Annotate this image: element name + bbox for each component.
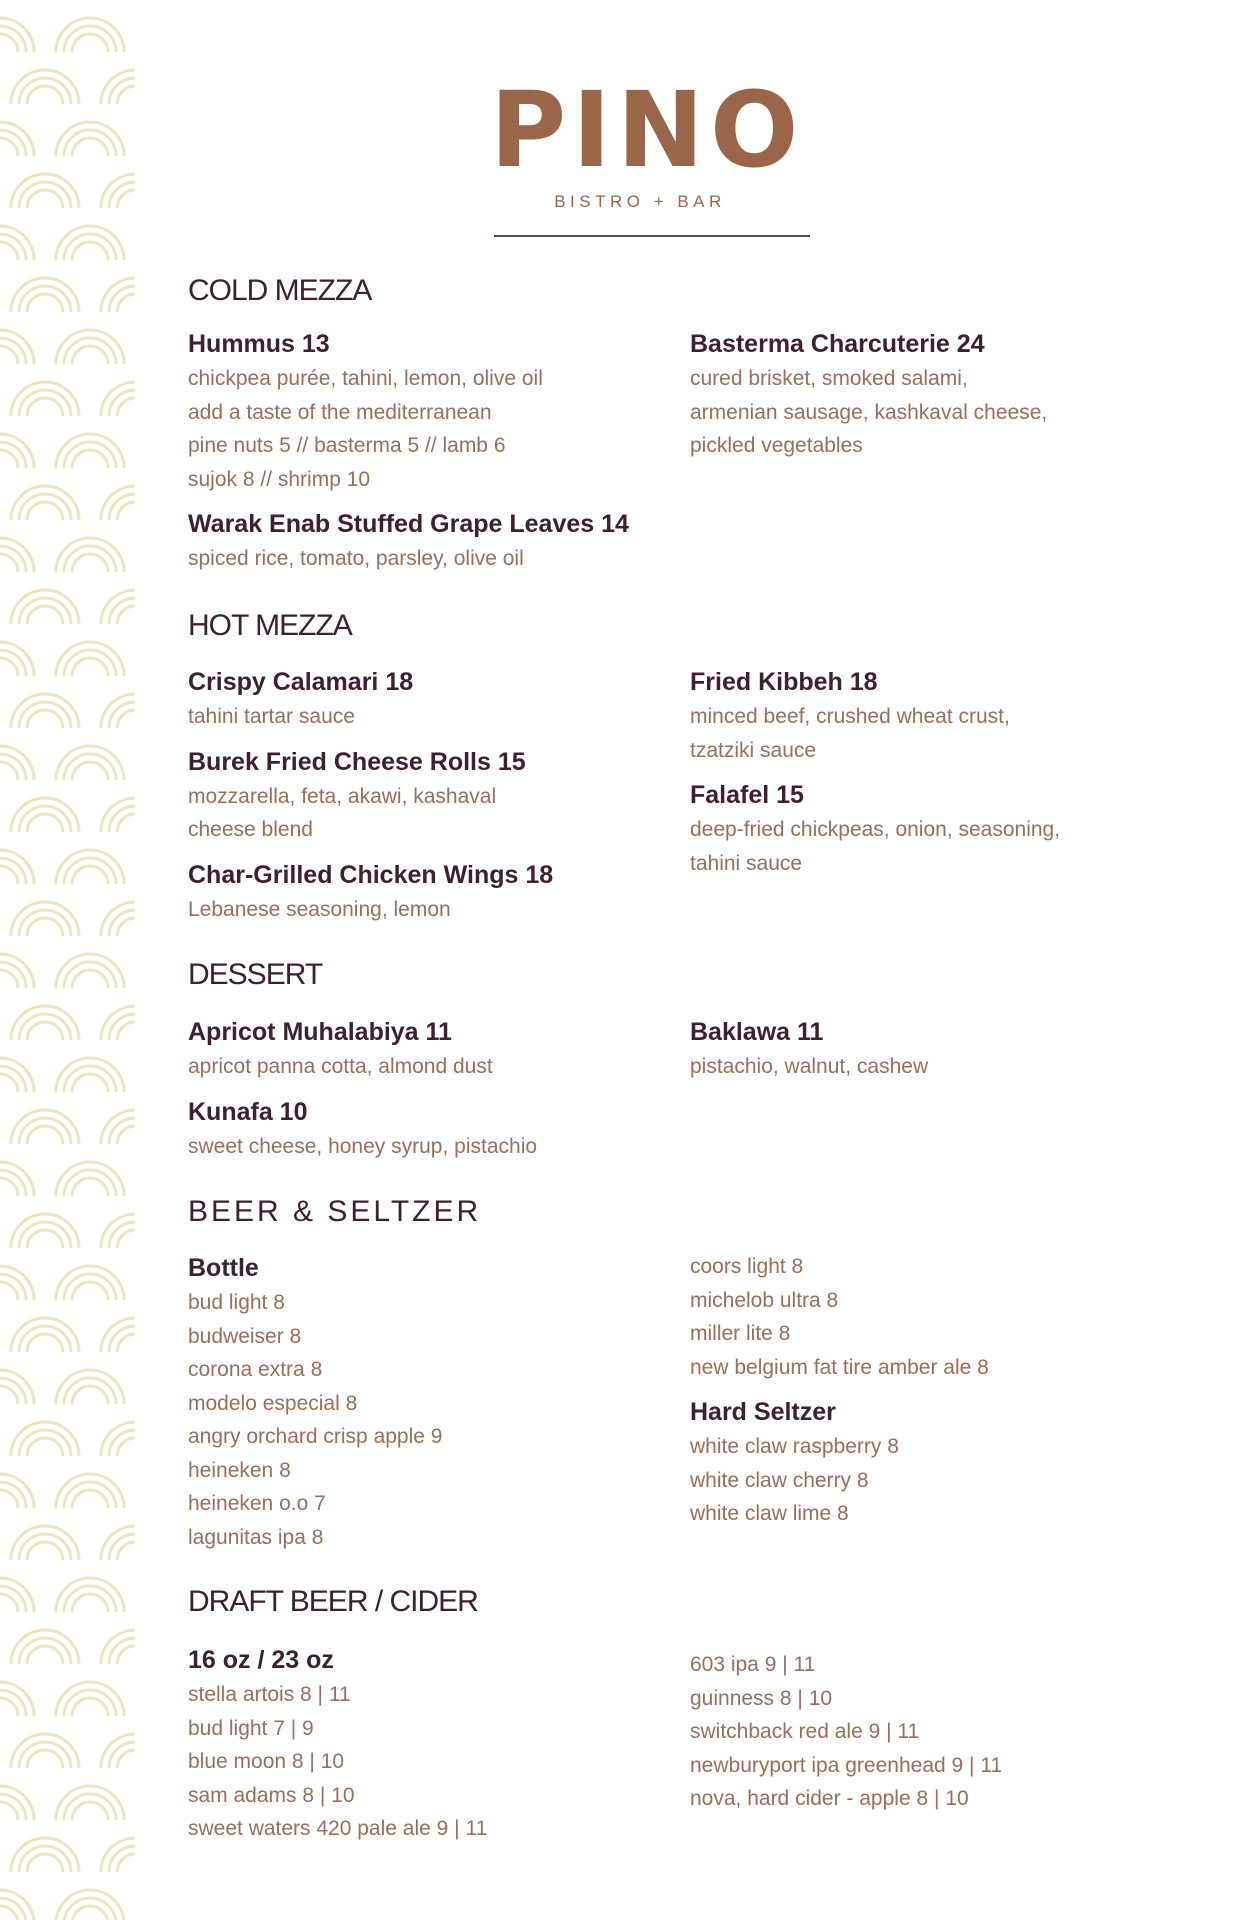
pattern-arc (27, 1334, 63, 1352)
pattern-arc (0, 866, 18, 884)
pattern-arc (0, 242, 18, 260)
menu-item-description: apricot panna cotta, almond dust (188, 1055, 493, 1078)
pattern-arc (0, 138, 18, 156)
menu-item-description: budweiser 8 (188, 1324, 302, 1348)
pattern-arc (0, 762, 18, 780)
pattern-arc (0, 658, 18, 676)
pattern-arc (0, 1386, 18, 1404)
menu-item-name: Kunafa 10 (188, 1097, 308, 1126)
menu-item-description: miller lite 8 (690, 1322, 791, 1345)
pattern-arc (72, 138, 108, 156)
menu-item (188, 1014, 658, 1084)
pattern-arc (72, 34, 108, 52)
menu-item-name: Falafel 15 (690, 781, 804, 809)
menu-item (690, 664, 1150, 767)
pattern-arc (0, 1594, 18, 1612)
menu-item-description: Lebanese seasoning, lemon (188, 897, 451, 921)
menu-item-name: Baklawa 11 (690, 1018, 824, 1046)
pattern-arc (117, 294, 135, 312)
menu-item (690, 1014, 1150, 1084)
menu-item-description: mozzarella, feta, akawi, kashaval (188, 784, 497, 808)
menu-item (690, 777, 1150, 880)
pattern-arc (27, 1750, 63, 1768)
pattern-arc (72, 762, 108, 780)
menu-item (690, 1250, 1150, 1384)
logo-divider (494, 235, 810, 237)
pattern-arc (0, 450, 18, 468)
pattern-arc (117, 1438, 135, 1456)
pattern-arc (117, 814, 135, 832)
pattern-arc (117, 1230, 135, 1248)
pattern-arc (117, 1750, 135, 1768)
pattern-arc (0, 34, 18, 52)
menu-item-name: Crispy Calamari 18 (188, 668, 414, 696)
menu-item-description: minced beef, crushed wheat crust, (690, 705, 1010, 728)
pattern-arc (64, 1898, 116, 1920)
brand-tagline: BISTRO + BAR (554, 192, 726, 211)
menu-item-description: pickled vegetables (690, 434, 863, 457)
pattern-arc (72, 1802, 108, 1820)
pattern-arc (27, 190, 63, 208)
beer-seltzer-right-column (690, 1250, 1150, 1541)
menu-item-description: 603 ipa 9 | 11 (690, 1653, 816, 1676)
draft-left-column (188, 1642, 658, 1856)
section-title-hot-mezza: HOT MEZZA (188, 609, 352, 642)
menu-item-description: guinness 8 | 10 (690, 1686, 833, 1710)
menu-item-description: deep-fried chickpeas, onion, seasoning, (690, 818, 1061, 841)
menu-item-description: angry orchard crisp apple 9 (188, 1425, 443, 1448)
draft-right-column (690, 1648, 1150, 1826)
pattern-arc (117, 1334, 135, 1352)
pattern-arc (72, 1698, 108, 1716)
menu-item-description: armenian sausage, kashkaval cheese, (690, 400, 1048, 424)
pattern-arc (0, 1178, 18, 1196)
brand-logo (490, 69, 805, 212)
menu-item-description: switchback red ale 9 | 11 (690, 1720, 920, 1743)
menu-item-name: Apricot Muhalabiya 11 (188, 1018, 452, 1046)
pattern-arc (117, 502, 135, 520)
pattern-arc (27, 86, 63, 104)
pattern-arc (72, 1490, 108, 1508)
pattern-arc (27, 1230, 63, 1248)
pattern-arc (72, 554, 108, 572)
dessert-left-column (188, 1014, 658, 1173)
pattern-arc (0, 1490, 18, 1508)
menu-item (188, 857, 658, 927)
menu-item-description: sam adams 8 | 10 (188, 1783, 355, 1807)
menu-item-description: michelob ultra 8 (690, 1288, 839, 1312)
menu-item (188, 744, 658, 847)
menu-item-description: corona extra 8 (188, 1358, 323, 1381)
pattern-arc (0, 1074, 18, 1092)
hot-mezza-right-column (690, 664, 1150, 890)
menu-item-description: sweet waters 420 pale ale 9 | 11 (188, 1817, 488, 1840)
menu-item-name: Hard Seltzer (690, 1398, 836, 1426)
dessert-right-column (690, 1014, 1150, 1094)
pattern-arc (72, 1594, 108, 1612)
pattern-arc (72, 1906, 108, 1920)
pattern-arc (0, 1906, 18, 1920)
menu-item-description: chickpea purée, tahini, lemon, olive oil (188, 367, 543, 390)
menu-item (690, 326, 1150, 463)
brand-name: PINO (490, 69, 805, 191)
pattern-arc (0, 346, 18, 364)
menu-item-description: cheese blend (188, 818, 313, 841)
menu-item (690, 1648, 1150, 1816)
pattern-arc (117, 86, 135, 104)
hot-mezza-left-column (188, 664, 658, 936)
menu-item-name: Bottle (188, 1254, 259, 1282)
pattern-arc (27, 502, 63, 520)
pattern-arc (27, 398, 63, 416)
pattern-arc (0, 1698, 18, 1716)
menu-item-description: new belgium fat tire amber ale 8 (690, 1355, 989, 1379)
menu-item-description: coors light 8 (690, 1255, 804, 1278)
menu-item-description: spiced rice, tomato, parsley, olive oil (188, 547, 524, 570)
pattern-arc (27, 1646, 63, 1664)
pattern-arc (117, 1022, 135, 1040)
pattern-arc (27, 1854, 63, 1872)
pattern-arc (117, 918, 135, 936)
section-title-cold-mezza: COLD MEZZA (188, 274, 372, 307)
menu-item (188, 1642, 658, 1846)
menu-item-description: tzatziki sauce (690, 738, 817, 762)
menu-item (690, 1394, 1150, 1531)
menu-item-description: heineken 8 (188, 1458, 291, 1482)
menu-item-description: sweet cheese, honey syrup, pistachio (188, 1134, 538, 1158)
pattern-arc (27, 1022, 63, 1040)
pattern-arc (72, 1074, 108, 1092)
menu-item-description: bud light 8 (188, 1291, 285, 1314)
pattern-arc (0, 1898, 26, 1920)
pattern-arc (27, 1126, 63, 1144)
pattern-arc (27, 1542, 63, 1560)
menu-item-description: bud light 7 | 9 (188, 1716, 314, 1740)
menu-item-description: pistachio, walnut, cashew (690, 1055, 929, 1078)
pattern-arc (0, 554, 18, 572)
pattern-arc (27, 606, 63, 624)
pattern-arc (72, 1178, 108, 1196)
menu-item-description: lagunitas ipa 8 (188, 1525, 324, 1549)
menu-item-description: white claw lime 8 (690, 1502, 849, 1525)
menu-item-description: heineken o.o 7 (188, 1492, 326, 1515)
menu-item (188, 326, 658, 496)
cold-mezza-left-column (188, 326, 658, 586)
decorative-arc-pattern (0, 0, 135, 1920)
pattern-arc (27, 918, 63, 936)
cold-mezza-right-column (690, 326, 1150, 473)
menu-item (188, 1094, 658, 1164)
menu-item-description: tahini tartar sauce (188, 705, 355, 728)
pattern-arc (117, 606, 135, 624)
pattern-arc (117, 190, 135, 208)
menu-item (188, 506, 658, 576)
menu-item-name: Burek Fried Cheese Rolls 15 (188, 747, 526, 776)
menu-item-name: Hummus 13 (188, 330, 330, 358)
pattern-arc (72, 1386, 108, 1404)
pattern-arc (72, 970, 108, 988)
menu-item-description: sujok 8 // shrimp 10 (188, 467, 371, 491)
pattern-arc (117, 1126, 135, 1144)
menu-item-name: Fried Kibbeh 18 (690, 668, 878, 696)
menu-item-description: blue moon 8 | 10 (188, 1750, 345, 1773)
pattern-arc (72, 450, 108, 468)
pattern-arc (117, 398, 135, 416)
pattern-arc (72, 1282, 108, 1300)
menu-item-description: pine nuts 5 // basterma 5 // lamb 6 (188, 434, 506, 457)
pattern-arc (72, 242, 108, 260)
pattern-arc (0, 970, 18, 988)
menu-item-name: 16 oz / 23 oz (188, 1646, 334, 1674)
pattern-arc (27, 294, 63, 312)
pattern-arc (72, 866, 108, 884)
beer-seltzer-left-column (188, 1250, 658, 1564)
pattern-arc (27, 814, 63, 832)
pattern-arc (27, 710, 63, 728)
pattern-arc (117, 1542, 135, 1560)
section-title-draft-beer-cider: DRAFT BEER / CIDER (188, 1585, 478, 1618)
pattern-arc (72, 658, 108, 676)
pattern-arc (72, 346, 108, 364)
pattern-arc (0, 1282, 18, 1300)
menu-item-description: white claw cherry 8 (690, 1468, 869, 1492)
menu-item-description: add a taste of the mediterranean (188, 400, 492, 424)
menu-item (188, 664, 658, 734)
menu-item-description: modelo especial 8 (188, 1391, 358, 1415)
pattern-arc (0, 1802, 18, 1820)
pattern-arc (27, 1438, 63, 1456)
menu-item-name: Warak Enab Stuffed Grape Leaves 14 (188, 510, 629, 538)
menu-item-description: white claw raspberry 8 (690, 1435, 899, 1458)
menu-item (188, 1250, 658, 1554)
menu-item-description: newburyport ipa greenhead 9 | 11 (690, 1753, 1003, 1777)
pattern-arc (117, 710, 135, 728)
pattern-arc (117, 1646, 135, 1664)
menu-item-description: tahini sauce (690, 851, 803, 875)
menu-item-description: cured brisket, smoked salami, (690, 367, 968, 390)
menu-item-description: nova, hard cider - apple 8 | 10 (690, 1787, 969, 1810)
menu-item-name: Basterma Charcuterie 24 (690, 330, 985, 358)
section-title-dessert: DESSERT (188, 958, 323, 991)
menu-item-description: stella artois 8 | 11 (188, 1683, 351, 1706)
menu-item-name: Char-Grilled Chicken Wings 18 (188, 860, 554, 889)
section-title-beer-seltzer: BEER & SELTZER (188, 1195, 482, 1228)
pattern-arc (117, 1854, 135, 1872)
